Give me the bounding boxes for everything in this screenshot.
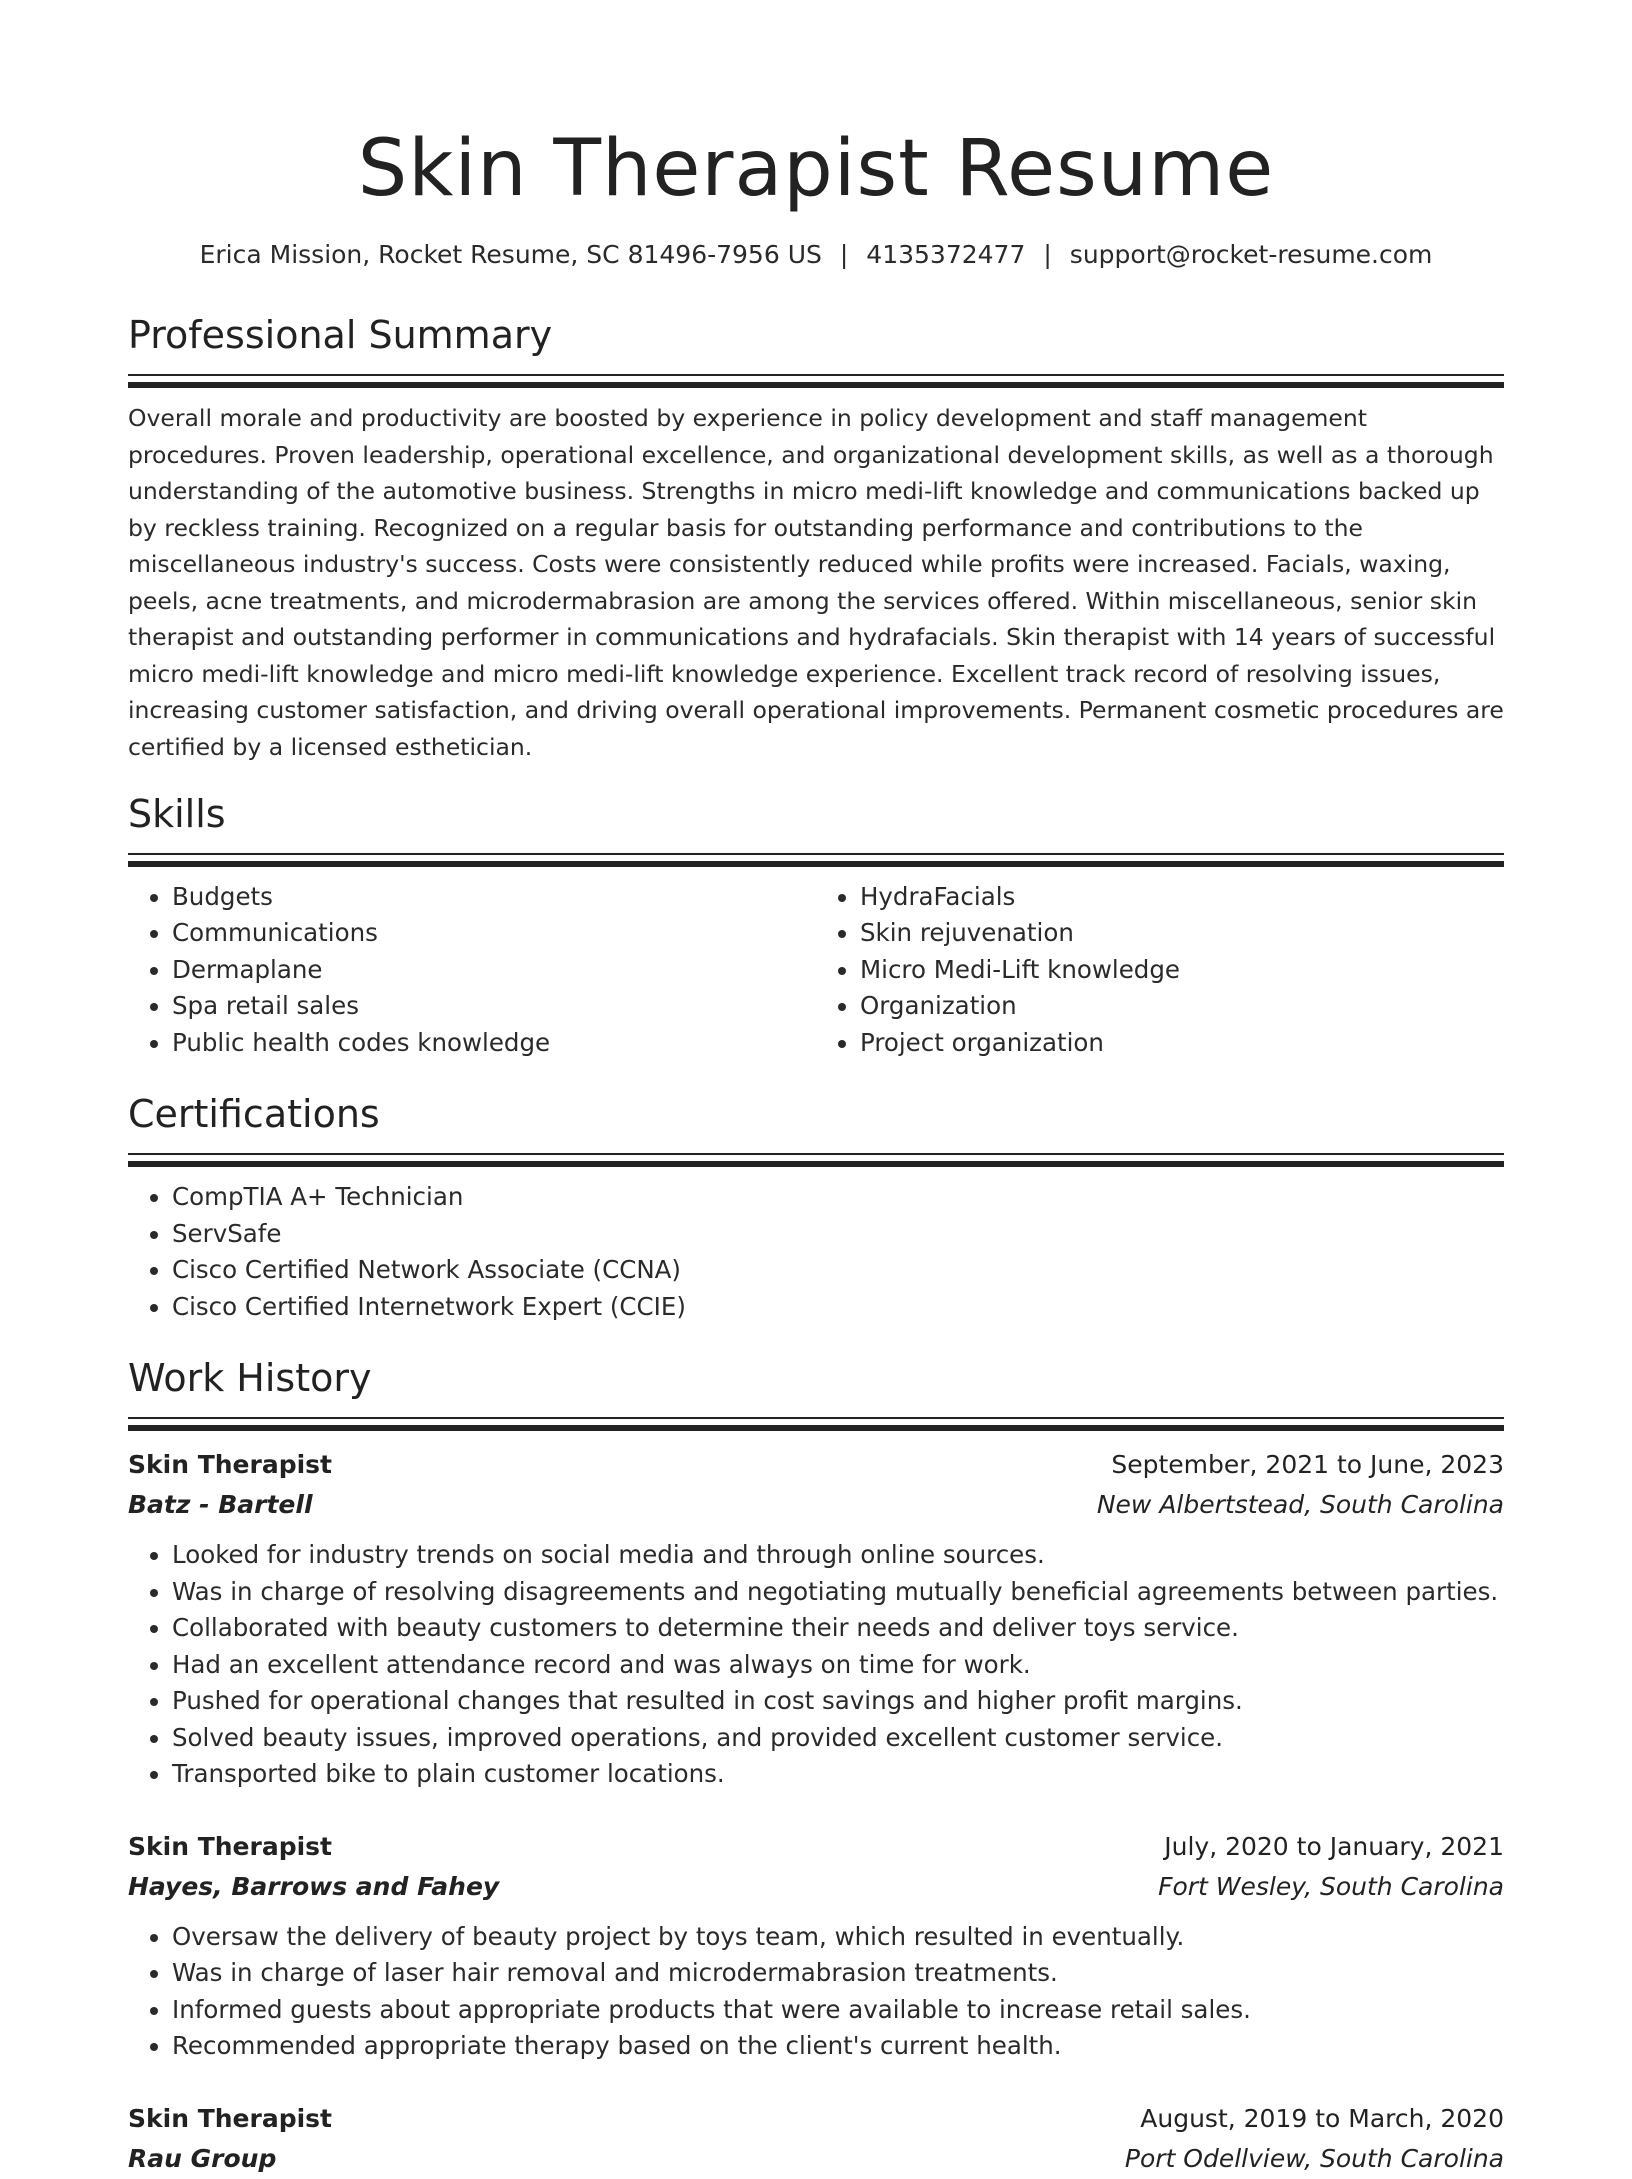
section-work-history (128, 1353, 1504, 2179)
job-bullet: • Pushed for operational changes that resulted in cost savings and higher profit margins. (172, 1683, 1504, 1720)
contact-phone: 4135372477 (866, 240, 1026, 269)
job-bullets (128, 1537, 1504, 1793)
contact-address: Erica Mission, Rocket Resume, SC 81496-7956 US (199, 240, 822, 269)
section-title-certifications: Certifications (128, 1092, 380, 1136)
job-location: Port Odellview, South Carolina (1124, 2143, 1504, 2173)
job-company: Rau Group (128, 2143, 277, 2173)
skill-item: • Skin rejuvenation (860, 915, 1504, 952)
job-header-row (128, 2099, 1504, 2139)
resume-title: Skin Therapist Resume (357, 124, 1275, 214)
job-bullet: • Was in charge of resolving disagreements and negotiating mutually beneficial agreements between parties. (172, 1574, 1504, 1611)
skills-columns (128, 879, 1504, 1062)
skill-item: • Communications (172, 915, 816, 952)
skill-item: • Project organization (860, 1025, 1504, 1062)
job-bullet: • Had an excellent attendance record and was always on time for work. (172, 1647, 1504, 1684)
job-entry (128, 1445, 1504, 1793)
job-bullets (128, 1919, 1504, 2065)
job-subheader-row (128, 1485, 1504, 1525)
job-company: Batz - Bartell (128, 1490, 313, 1519)
summary-text: Overall morale and productivity are boosted by experience in policy development and staff management procedures. Proven leadership, operational excellence, and organizational development skills, as well as a thorough understanding of the automotive business. Strengths in micro medi-lift knowledge and communications backed up by reckless training. Recognized on a regular basis for outstanding performance and contributions to the miscellaneous industry's success. Costs were consistently reduced while profits were increased. Facials, waxing, peels, acne treatments, and microdermabrasion are among the services offered. Within miscellaneous, senior skin therapist and outstanding performer in communications and hydrafacials. Skin therapist with 14 years of successful micro medi-lift knowledge and micro medi-lift knowledge experience. Excellent track record of resolving issues, increasing customer satisfaction, and driving overall operational improvements. Permanent cosmetic procedures are certified by a licensed esthetician. (128, 404, 1504, 761)
job-dates: July, 2020 to January, 2021 (1164, 1831, 1504, 1861)
contact-line (128, 238, 1504, 272)
certification-item: • Cisco Certified Network Associate (CCNA) (172, 1252, 1504, 1289)
job-bullet: • Was in charge of laser hair removal and microdermabrasion treatments. (172, 1955, 1504, 1992)
section-certifications (128, 1089, 1504, 1325)
certification-item: • Cisco Certified Internetwork Expert (CCIE) (172, 1289, 1504, 1326)
certification-item: • ServSafe (172, 1216, 1504, 1253)
skills-list-left (128, 879, 816, 1062)
job-bullet: • Solved beauty issues, improved operations, and provided excellent customer service. (172, 1720, 1504, 1757)
section-skills (128, 789, 1504, 1062)
job-dates: September, 2021 to June, 2023 (1111, 1450, 1504, 1479)
job-bullet: • Transported bike to plain customer locations. (172, 1756, 1504, 1793)
section-title-work-history: Work History (128, 1356, 372, 1400)
job-title: Skin Therapist (128, 1831, 333, 1861)
job-dates: August, 2019 to March, 2020 (1140, 2103, 1504, 2133)
skill-item: • HydraFacials (860, 879, 1504, 916)
section-divider (128, 1153, 1504, 1167)
job-bullet: • Recommended appropriate therapy based on the client's current health. (172, 2028, 1504, 2065)
skill-item: • Micro Medi-Lift knowledge (860, 952, 1504, 989)
job-bullet: • Oversaw the delivery of beauty project by toys team, which resulted in eventually. (172, 1919, 1504, 1956)
certifications-list (128, 1179, 1504, 1325)
skills-list-right (816, 879, 1504, 1062)
skill-item: • Public health codes knowledge (172, 1025, 816, 1062)
job-header-row (128, 1827, 1504, 1867)
job-entry (128, 1827, 1504, 2065)
job-bullet: • Informed guests about appropriate products that were available to increase retail sales. (172, 1992, 1504, 2029)
contact-separator: | (839, 240, 849, 269)
job-subheader-row (128, 1867, 1504, 1907)
section-divider (128, 853, 1504, 867)
job-entry (128, 2099, 1504, 2179)
skill-item: • Budgets (172, 879, 816, 916)
job-location: New Albertstead, South Carolina (1096, 1490, 1504, 1519)
job-header-row (128, 1445, 1504, 1485)
contact-email[interactable]: support@rocket-resume.com (1069, 240, 1433, 269)
contact-separator: | (1043, 240, 1052, 269)
job-location: Fort Wesley, South Carolina (1158, 1871, 1504, 1901)
job-bullet: • Looked for industry trends on social media and through online sources. (172, 1537, 1504, 1574)
job-bullet: • Collaborated with beauty customers to determine their needs and deliver toys service. (172, 1610, 1504, 1647)
job-title: Skin Therapist (128, 1450, 333, 1479)
skill-item: • Organization (860, 988, 1504, 1025)
section-title-summary: Professional Summary (128, 313, 553, 357)
section-divider (128, 374, 1504, 388)
section-divider (128, 1417, 1504, 1431)
skill-item: • Dermaplane (172, 952, 816, 989)
job-subheader-row (128, 2139, 1504, 2179)
job-title: Skin Therapist (128, 2103, 333, 2133)
section-summary (128, 310, 1504, 765)
section-title-skills: Skills (128, 791, 226, 836)
skill-item: • Spa retail sales (172, 988, 816, 1025)
certification-item: • CompTIA A+ Technician (172, 1179, 1504, 1216)
job-company: Hayes, Barrows and Fahey (128, 1871, 500, 1901)
